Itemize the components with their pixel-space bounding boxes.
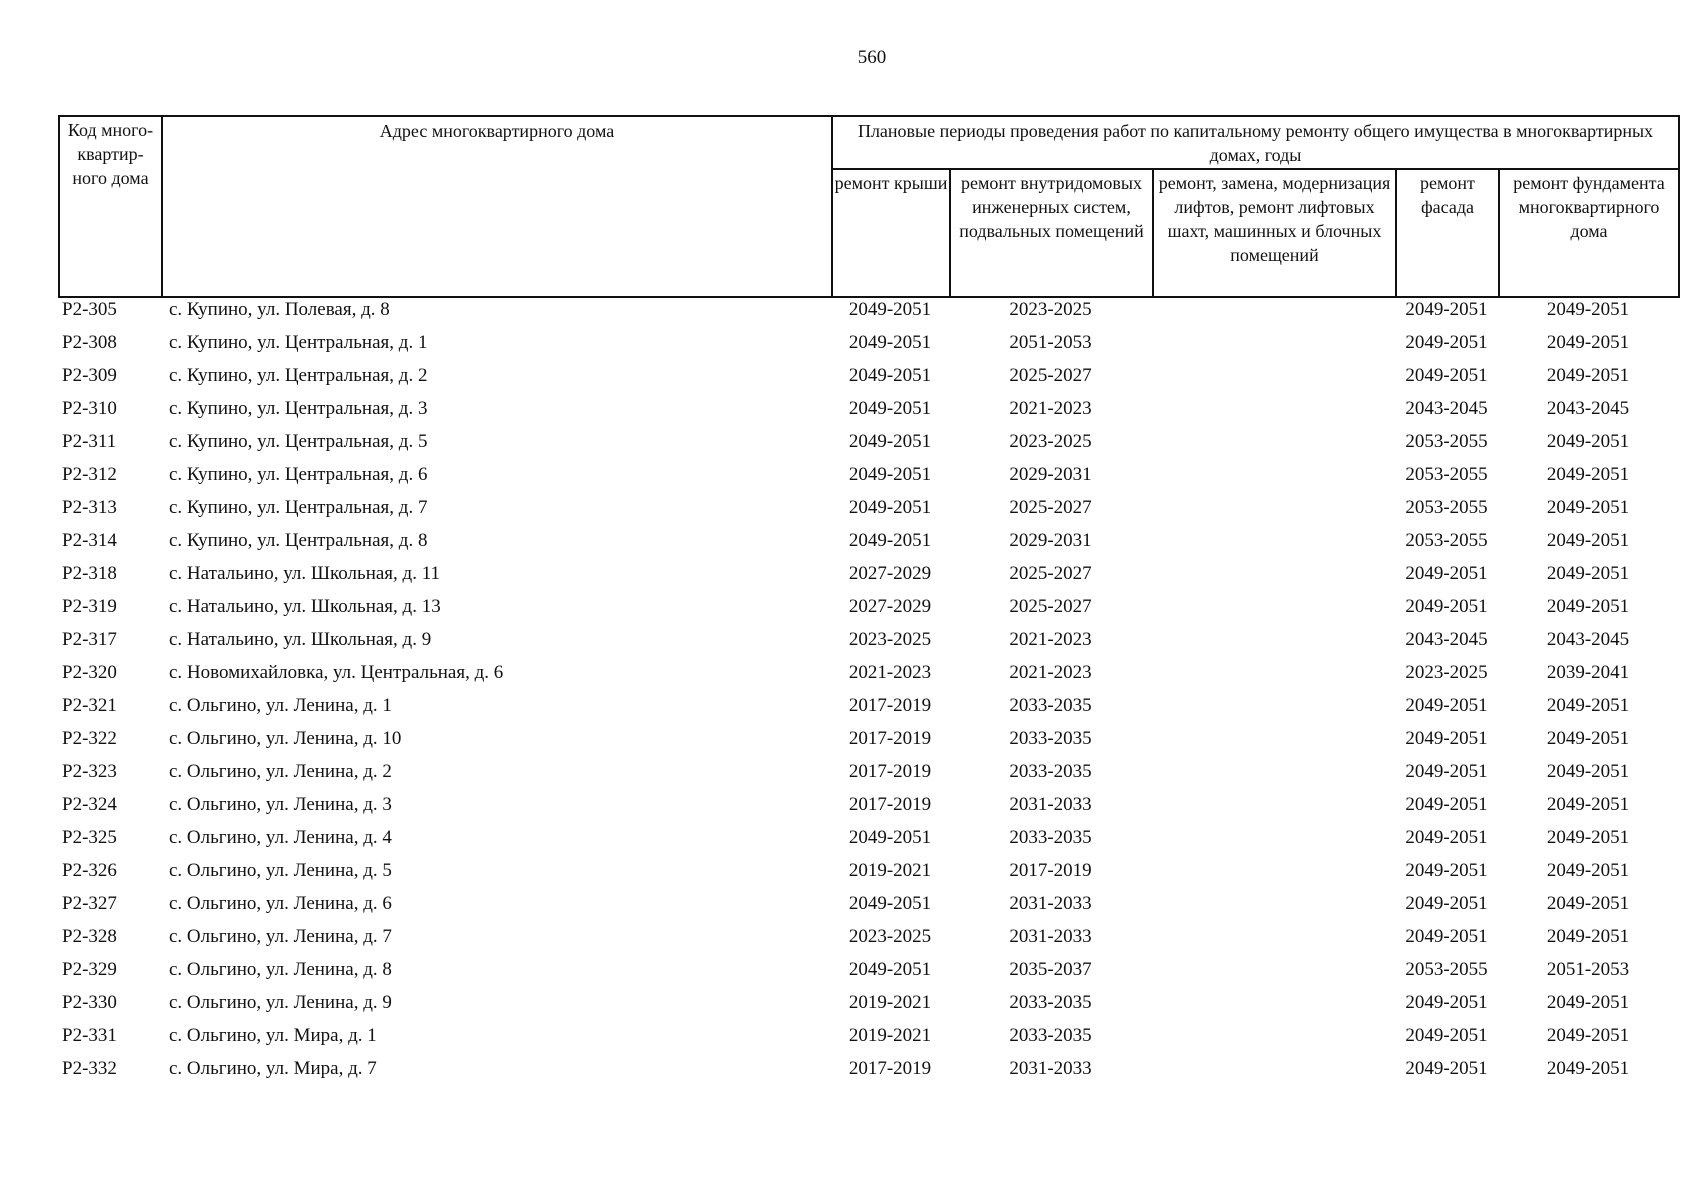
cell-code: Р2-327 (62, 892, 117, 914)
table-row (58, 1052, 1678, 1085)
table-row (58, 755, 1678, 788)
cell-roof: 2027-2029 (848, 562, 932, 584)
table-row (58, 326, 1678, 359)
cell-elevators (1152, 953, 1395, 986)
header-foundation: ремонт фундамента многоквартирного дома (1499, 169, 1679, 297)
cell-address: с. Ольгино, ул. Ленина, д. 7 (169, 925, 392, 947)
cell-engineering: 2029-2031 (1009, 529, 1092, 551)
cell-foundation: 2049-2051 (1546, 1057, 1630, 1079)
cell-roof: 2049-2051 (848, 496, 932, 518)
header-code: Код много-квартир-ного дома (59, 116, 162, 297)
cell-engineering: 2021-2023 (1009, 661, 1092, 683)
table-row (58, 788, 1678, 821)
cell-code: Р2-323 (62, 760, 117, 782)
cell-roof: 2023-2025 (848, 628, 932, 650)
cell-address: с. Ольгино, ул. Ленина, д. 4 (169, 826, 392, 848)
cell-facade: 2049-2051 (1405, 727, 1488, 749)
cell-address: с. Натальино, ул. Школьная, д. 9 (169, 628, 432, 650)
cell-code: Р2-317 (62, 628, 117, 650)
cell-elevators (1152, 920, 1395, 953)
cell-facade: 2049-2051 (1405, 562, 1488, 584)
cell-engineering: 2035-2037 (1009, 958, 1092, 980)
cell-elevators (1152, 1052, 1395, 1085)
cell-foundation: 2049-2051 (1546, 826, 1630, 848)
cell-address: с. Ольгино, ул. Ленина, д. 8 (169, 958, 392, 980)
table-row (58, 293, 1678, 326)
cell-elevators (1152, 1019, 1395, 1052)
table-row (58, 953, 1678, 986)
cell-engineering: 2031-2033 (1009, 892, 1092, 914)
cell-foundation: 2049-2051 (1546, 562, 1630, 584)
cell-code: Р2-332 (62, 1057, 117, 1079)
cell-code: Р2-309 (62, 364, 117, 386)
cell-address: с. Натальино, ул. Школьная, д. 11 (169, 562, 440, 584)
header-address: Адрес многоквартирного дома (162, 116, 832, 297)
cell-engineering: 2025-2027 (1009, 496, 1092, 518)
cell-facade: 2053-2055 (1405, 958, 1488, 980)
cell-code: Р2-331 (62, 1024, 117, 1046)
cell-elevators (1152, 887, 1395, 920)
cell-facade: 2049-2051 (1405, 1024, 1488, 1046)
cell-elevators (1152, 623, 1395, 656)
cell-code: Р2-322 (62, 727, 117, 749)
cell-foundation: 2049-2051 (1546, 496, 1630, 518)
cell-engineering: 2021-2023 (1009, 628, 1092, 650)
cell-foundation: 2049-2051 (1546, 529, 1630, 551)
cell-foundation: 2051-2053 (1546, 958, 1630, 980)
cell-roof: 2019-2021 (848, 1024, 932, 1046)
cell-roof: 2019-2021 (848, 859, 932, 881)
cell-foundation: 2049-2051 (1546, 694, 1630, 716)
cell-roof: 2023-2025 (848, 925, 932, 947)
cell-engineering: 2051-2053 (1009, 331, 1092, 353)
cell-foundation: 2049-2051 (1546, 1024, 1630, 1046)
cell-address: с. Ольгино, ул. Ленина, д. 3 (169, 793, 392, 815)
table-body (58, 293, 1678, 1085)
cell-roof: 2017-2019 (848, 727, 932, 749)
cell-engineering: 2021-2023 (1009, 397, 1092, 419)
cell-engineering: 2029-2031 (1009, 463, 1092, 485)
cell-code: Р2-305 (62, 298, 117, 320)
cell-elevators (1152, 854, 1395, 887)
header-roof: ремонт крыши (832, 169, 950, 297)
cell-roof: 2049-2051 (848, 826, 932, 848)
cell-roof: 2017-2019 (848, 1057, 932, 1079)
table-row (58, 1019, 1678, 1052)
cell-facade: 2053-2055 (1405, 430, 1488, 452)
cell-roof: 2049-2051 (848, 298, 932, 320)
cell-address: с. Купино, ул. Центральная, д. 2 (169, 364, 428, 386)
cell-roof: 2049-2051 (848, 958, 932, 980)
cell-foundation: 2049-2051 (1546, 331, 1630, 353)
cell-elevators (1152, 722, 1395, 755)
header-facade: ремонт фасада (1396, 169, 1499, 297)
cell-elevators (1152, 326, 1395, 359)
cell-facade: 2049-2051 (1405, 1057, 1488, 1079)
cell-engineering: 2031-2033 (1009, 925, 1092, 947)
cell-elevators (1152, 359, 1395, 392)
cell-facade: 2049-2051 (1405, 364, 1488, 386)
cell-facade: 2049-2051 (1405, 859, 1488, 881)
cell-engineering: 2023-2025 (1009, 298, 1092, 320)
page-number: 560 (857, 47, 887, 68)
cell-code: Р2-314 (62, 529, 117, 551)
cell-address: с. Натальино, ул. Школьная, д. 13 (169, 595, 441, 617)
cell-foundation: 2039-2041 (1546, 661, 1630, 683)
cell-code: Р2-325 (62, 826, 117, 848)
cell-elevators (1152, 689, 1395, 722)
cell-facade: 2053-2055 (1405, 529, 1488, 551)
cell-foundation: 2049-2051 (1546, 430, 1630, 452)
cell-roof: 2049-2051 (848, 892, 932, 914)
cell-address: с. Купино, ул. Центральная, д. 5 (169, 430, 428, 452)
table-row (58, 887, 1678, 920)
cell-roof: 2049-2051 (848, 463, 932, 485)
table-row (58, 557, 1678, 590)
table-row (58, 524, 1678, 557)
cell-roof: 2017-2019 (848, 760, 932, 782)
cell-roof: 2049-2051 (848, 529, 932, 551)
cell-elevators (1152, 458, 1395, 491)
table-row (58, 359, 1678, 392)
cell-facade: 2049-2051 (1405, 793, 1488, 815)
cell-roof: 2019-2021 (848, 991, 932, 1013)
cell-facade: 2049-2051 (1405, 991, 1488, 1013)
cell-roof: 2017-2019 (848, 694, 932, 716)
cell-facade: 2049-2051 (1405, 925, 1488, 947)
cell-roof: 2021-2023 (848, 661, 932, 683)
cell-address: с. Купино, ул. Центральная, д. 8 (169, 529, 428, 551)
cell-address: с. Ольгино, ул. Ленина, д. 2 (169, 760, 392, 782)
header-engineering: ремонт внутридомовых инженерных систем, подвальных помещений (950, 169, 1153, 297)
cell-roof: 2049-2051 (848, 364, 932, 386)
cell-code: Р2-326 (62, 859, 117, 881)
cell-address: с. Ольгино, ул. Ленина, д. 9 (169, 991, 392, 1013)
cell-code: Р2-308 (62, 331, 117, 353)
cell-roof: 2049-2051 (848, 430, 932, 452)
cell-facade: 2049-2051 (1405, 892, 1488, 914)
cell-foundation: 2049-2051 (1546, 727, 1630, 749)
cell-elevators (1152, 524, 1395, 557)
cell-engineering: 2025-2027 (1009, 562, 1092, 584)
cell-elevators (1152, 755, 1395, 788)
cell-foundation: 2049-2051 (1546, 892, 1630, 914)
cell-elevators (1152, 491, 1395, 524)
cell-foundation: 2049-2051 (1546, 793, 1630, 815)
cell-facade: 2053-2055 (1405, 463, 1488, 485)
cell-engineering: 2033-2035 (1009, 826, 1092, 848)
cell-facade: 2049-2051 (1405, 331, 1488, 353)
cell-engineering: 2033-2035 (1009, 991, 1092, 1013)
cell-address: с. Купино, ул. Полевая, д. 8 (169, 298, 390, 320)
cell-foundation: 2043-2045 (1546, 397, 1630, 419)
cell-elevators (1152, 425, 1395, 458)
cell-engineering: 2017-2019 (1009, 859, 1092, 881)
cell-address: с. Ольгино, ул. Ленина, д. 6 (169, 892, 392, 914)
cell-engineering: 2025-2027 (1009, 364, 1092, 386)
cell-elevators (1152, 392, 1395, 425)
cell-code: Р2-330 (62, 991, 117, 1013)
cell-code: Р2-328 (62, 925, 117, 947)
cell-code: Р2-320 (62, 661, 117, 683)
cell-code: Р2-313 (62, 496, 117, 518)
cell-foundation: 2049-2051 (1546, 463, 1630, 485)
table-row (58, 491, 1678, 524)
table-row (58, 590, 1678, 623)
cell-engineering: 2023-2025 (1009, 430, 1092, 452)
cell-engineering: 2025-2027 (1009, 595, 1092, 617)
table-rows (58, 293, 1678, 1085)
cell-elevators (1152, 590, 1395, 623)
cell-facade: 2049-2051 (1405, 595, 1488, 617)
cell-address: с. Купино, ул. Центральная, д. 1 (169, 331, 428, 353)
cell-foundation: 2049-2051 (1546, 760, 1630, 782)
cell-elevators (1152, 557, 1395, 590)
cell-code: Р2-312 (62, 463, 117, 485)
cell-engineering: 2033-2035 (1009, 727, 1092, 749)
cell-address: с. Ольгино, ул. Ленина, д. 5 (169, 859, 392, 881)
cell-foundation: 2049-2051 (1546, 298, 1630, 320)
cell-code: Р2-324 (62, 793, 117, 815)
cell-code: Р2-318 (62, 562, 117, 584)
cell-address: с. Ольгино, ул. Ленина, д. 1 (169, 694, 392, 716)
cell-elevators (1152, 821, 1395, 854)
table-row (58, 458, 1678, 491)
table-header (58, 115, 1680, 298)
cell-facade: 2043-2045 (1405, 628, 1488, 650)
cell-foundation: 2043-2045 (1546, 628, 1630, 650)
table-row (58, 656, 1678, 689)
cell-foundation: 2049-2051 (1546, 364, 1630, 386)
cell-roof: 2049-2051 (848, 331, 932, 353)
cell-facade: 2049-2051 (1405, 760, 1488, 782)
cell-address: с. Ольгино, ул. Ленина, д. 10 (169, 727, 402, 749)
table-row (58, 854, 1678, 887)
cell-foundation: 2049-2051 (1546, 595, 1630, 617)
table-row (58, 425, 1678, 458)
cell-roof: 2049-2051 (848, 397, 932, 419)
cell-elevators (1152, 656, 1395, 689)
table-row (58, 722, 1678, 755)
table-row (58, 986, 1678, 1019)
cell-elevators (1152, 986, 1395, 1019)
cell-elevators (1152, 293, 1395, 326)
cell-code: Р2-311 (62, 430, 117, 452)
cell-facade: 2049-2051 (1405, 826, 1488, 848)
header-elevators: ремонт, замена, модернизация лифтов, ремонт лифтовых шахт, машинных и блочных помещений (1153, 169, 1396, 297)
cell-elevators (1152, 788, 1395, 821)
table-row (58, 920, 1678, 953)
cell-address: с. Купино, ул. Центральная, д. 7 (169, 496, 428, 518)
cell-facade: 2049-2051 (1405, 298, 1488, 320)
cell-engineering: 2033-2035 (1009, 1024, 1092, 1046)
cell-address: с. Ольгино, ул. Мира, д. 7 (169, 1057, 377, 1079)
cell-code: Р2-319 (62, 595, 117, 617)
cell-facade: 2049-2051 (1405, 694, 1488, 716)
cell-engineering: 2033-2035 (1009, 760, 1092, 782)
cell-foundation: 2049-2051 (1546, 925, 1630, 947)
table-row (58, 821, 1678, 854)
header-periods-group: Плановые периоды проведения работ по капитальному ремонту общего имущества в многоквартирных домах, годы (832, 116, 1679, 169)
cell-foundation: 2049-2051 (1546, 859, 1630, 881)
table-row (58, 689, 1678, 722)
cell-facade: 2043-2045 (1405, 397, 1488, 419)
cell-address: с. Купино, ул. Центральная, д. 6 (169, 463, 428, 485)
cell-code: Р2-321 (62, 694, 117, 716)
cell-address: с. Купино, ул. Центральная, д. 3 (169, 397, 428, 419)
cell-roof: 2027-2029 (848, 595, 932, 617)
table-row (58, 623, 1678, 656)
cell-engineering: 2033-2035 (1009, 694, 1092, 716)
cell-roof: 2017-2019 (848, 793, 932, 815)
cell-engineering: 2031-2033 (1009, 1057, 1092, 1079)
cell-code: Р2-310 (62, 397, 117, 419)
cell-address: с. Ольгино, ул. Мира, д. 1 (169, 1024, 377, 1046)
table-row (58, 392, 1678, 425)
cell-code: Р2-329 (62, 958, 117, 980)
cell-foundation: 2049-2051 (1546, 991, 1630, 1013)
cell-facade: 2023-2025 (1405, 661, 1488, 683)
cell-address: с. Новомихайловка, ул. Центральная, д. 6 (169, 661, 504, 683)
cell-engineering: 2031-2033 (1009, 793, 1092, 815)
cell-facade: 2053-2055 (1405, 496, 1488, 518)
